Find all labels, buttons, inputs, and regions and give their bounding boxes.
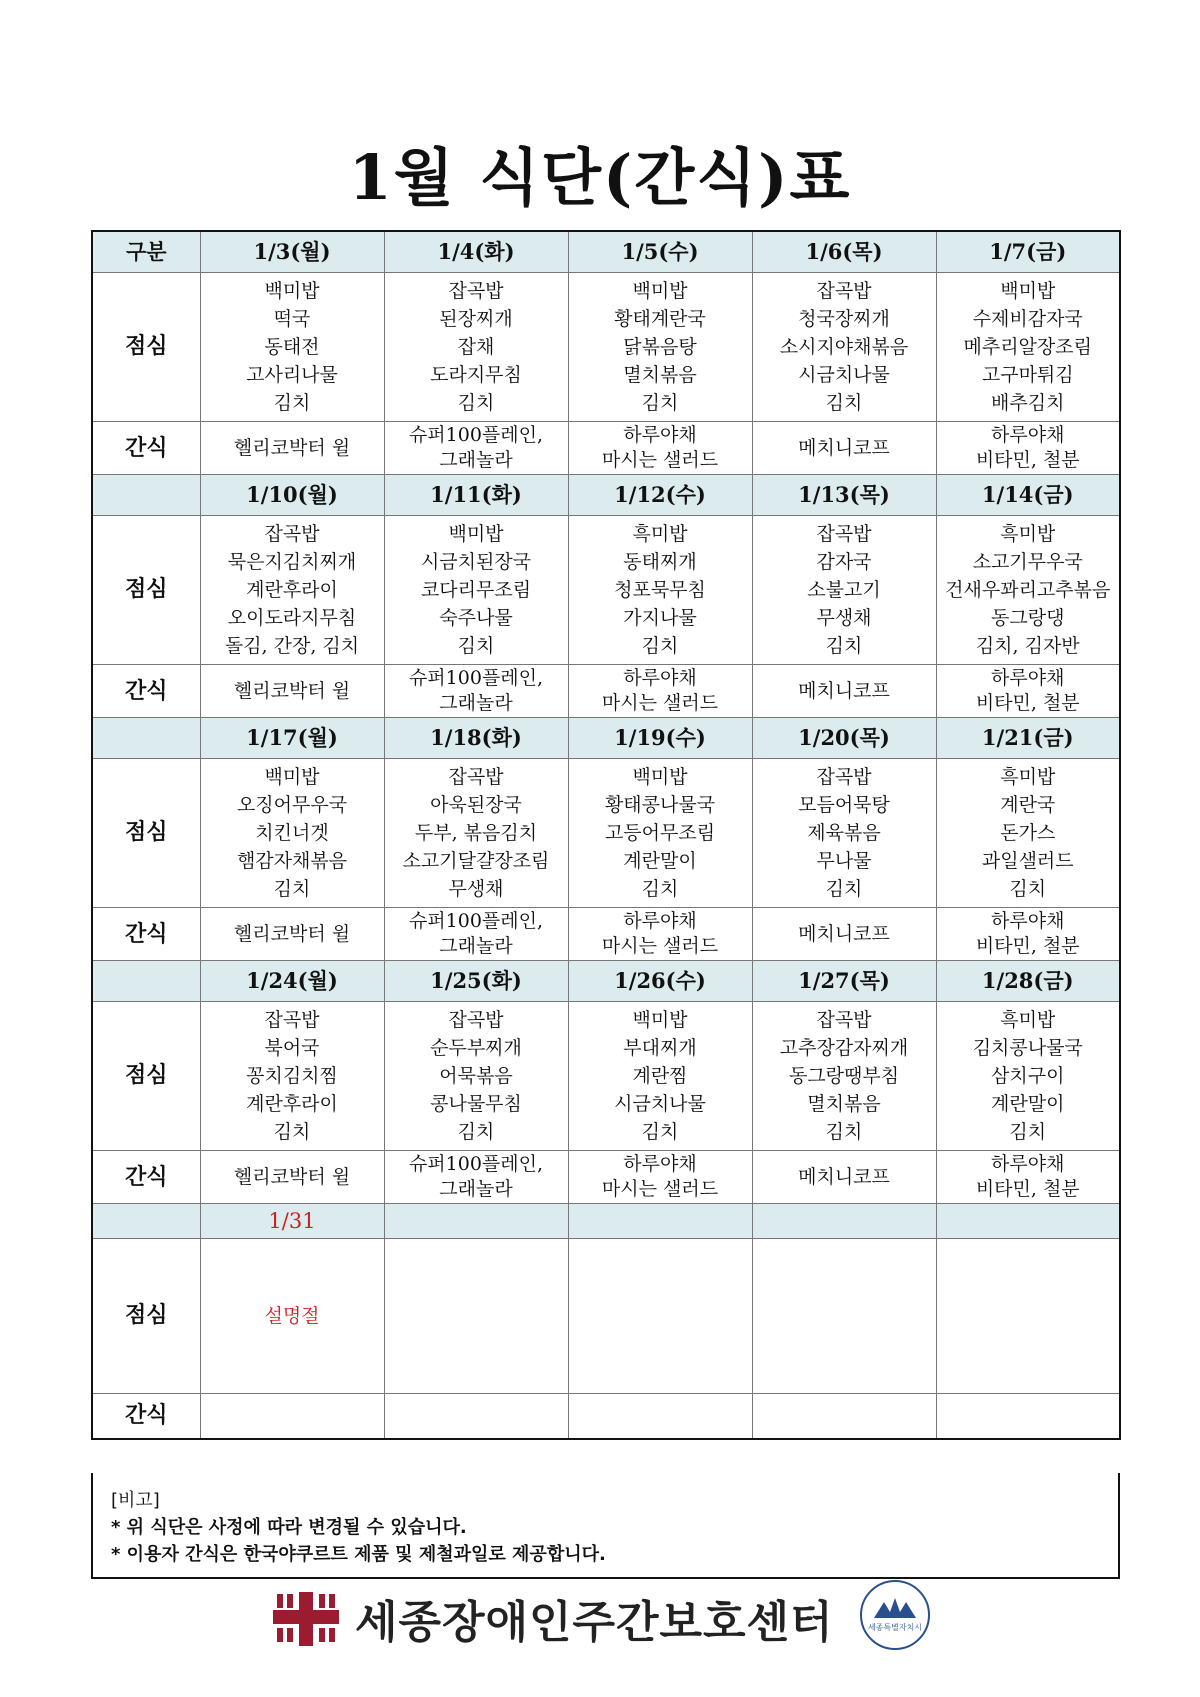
lunch-cell <box>200 516 384 665</box>
date-cell: 1/19(수) <box>568 718 752 759</box>
menu-item: 동태찌개 <box>623 551 697 573</box>
date-header-row <box>92 231 1120 273</box>
menu-item: 고등어무조림 <box>604 822 716 844</box>
header-label <box>92 718 200 759</box>
date-cell: 1/14(금) <box>936 475 1120 516</box>
menu-item: 하루야채 <box>991 910 1065 932</box>
date-cell: 1/27(목) <box>752 961 936 1002</box>
snack-label: 간식 <box>92 1394 200 1440</box>
menu-item: 김치 <box>825 1121 863 1143</box>
menu-item: 김치 <box>273 878 311 900</box>
snack-cell <box>568 422 752 475</box>
snack-cell <box>752 1151 936 1204</box>
menu-item: 과일샐러드 <box>981 850 1074 872</box>
menu-item: 코다리무조림 <box>420 579 532 601</box>
lunch-cell <box>384 516 568 665</box>
menu-item: 황태계란국 <box>614 308 706 330</box>
menu-item: 하루야채 <box>991 667 1065 689</box>
menu-item: 북어국 <box>264 1037 320 1059</box>
menu-item: 김치, 김자반 <box>975 635 1080 657</box>
snack-cell <box>936 908 1120 961</box>
menu-item: 하루야채 <box>991 424 1065 446</box>
snack-cell <box>200 1394 384 1440</box>
menu-item: 백미밥 <box>632 1009 688 1031</box>
date-cell: 1/5(수) <box>568 231 752 273</box>
menu-item: 치킨너겟 <box>255 822 329 844</box>
menu-item: 햄감자채볶음 <box>236 850 348 872</box>
menu-item: 계란국 <box>1000 794 1056 816</box>
lunch-cell <box>384 759 568 908</box>
menu-item: 오이도라지무침 <box>227 607 357 629</box>
date-header-row <box>92 718 1120 759</box>
menu-item: 순두부찌개 <box>430 1037 522 1059</box>
menu-item: 김치 <box>457 1121 495 1143</box>
menu-item: 흑미밥 <box>1000 766 1056 788</box>
menu-item: 도라지무침 <box>430 364 522 386</box>
date-cell <box>936 1204 1120 1239</box>
notes-heading: [비고] <box>111 1490 160 1511</box>
lunch-cell <box>384 1002 568 1151</box>
lunch-label: 점심 <box>92 516 200 665</box>
date-cell: 1/28(금) <box>936 961 1120 1002</box>
lunch-cell <box>936 1239 1120 1394</box>
menu-item: 김치 <box>457 392 495 414</box>
menu-item: 두부, 볶음김치 <box>414 822 538 844</box>
menu-item: 비타민, 철분 <box>975 692 1080 714</box>
menu-item: 소고기무우국 <box>972 551 1083 573</box>
menu-item: 김치 <box>825 392 863 414</box>
menu-item: 김치 <box>641 635 679 657</box>
menu-item: 청국장찌개 <box>798 308 890 330</box>
snack-cell <box>752 908 936 961</box>
date-cell: 1/18(화) <box>384 718 568 759</box>
snack-cell <box>200 422 384 475</box>
lunch-cell <box>936 759 1120 908</box>
menu-item: 하루야채 <box>623 424 697 446</box>
date-cell: 1/21(금) <box>936 718 1120 759</box>
menu-item: 백미밥 <box>448 523 504 545</box>
snack-cell <box>384 665 568 718</box>
snack-cell <box>568 1394 752 1440</box>
header-label: 구분 <box>92 231 200 273</box>
menu-item: 닭볶음탕 <box>623 336 697 358</box>
date-cell: 1/24(월) <box>200 961 384 1002</box>
lunch-cell <box>568 1002 752 1151</box>
snack-label: 간식 <box>92 422 200 475</box>
menu-item: 헬리코박터 윌 <box>233 1165 351 1188</box>
menu-item: 백미밥 <box>632 280 688 302</box>
menu-item: 청포묵무침 <box>614 579 706 601</box>
date-cell <box>384 1204 568 1239</box>
menu-item: 된장찌개 <box>439 308 513 330</box>
date-cell: 1/10(월) <box>200 475 384 516</box>
snack-cell <box>568 908 752 961</box>
snack-cell <box>936 665 1120 718</box>
lunch-cell <box>568 1239 752 1394</box>
menu-item: 메치니코프 <box>798 922 890 945</box>
snack-cell <box>752 665 936 718</box>
menu-item: 김치 <box>1009 878 1047 900</box>
snack-cell <box>936 1394 1120 1440</box>
seal-text: 세종특별자치시 <box>867 1623 923 1632</box>
menu-item: 오징어무우국 <box>236 794 348 816</box>
menu-item: 김치 <box>641 1121 679 1143</box>
date-cell: 1/4(화) <box>384 231 568 273</box>
date-cell: 1/25(화) <box>384 961 568 1002</box>
menu-item: 콩나물무침 <box>430 1093 522 1115</box>
menu-item: 배추김치 <box>991 392 1065 414</box>
menu-item: 잡곡밥 <box>816 1009 872 1031</box>
header-label <box>92 1204 200 1239</box>
lunch-label: 점심 <box>92 759 200 908</box>
menu-item: 제육볶음 <box>807 822 881 844</box>
cross-logo-icon <box>265 1588 347 1654</box>
menu-item: 슈퍼100플레인, <box>408 667 544 689</box>
note-line: * 위 식단은 사정에 따라 변경될 수 있습니다. <box>111 1517 467 1538</box>
menu-item: 수제비감자국 <box>972 308 1083 330</box>
snack-row <box>92 908 1120 961</box>
note-line: * 이용자 간식은 한국야쿠르트 제품 및 제철과일로 제공합니다. <box>111 1544 606 1565</box>
menu-item: 부대찌개 <box>623 1037 697 1059</box>
menu-item: 황태콩나물국 <box>604 794 716 816</box>
lunch-cell <box>752 759 936 908</box>
snack-cell <box>752 422 936 475</box>
lunch-cell <box>752 1002 936 1151</box>
menu-item: 잡채 <box>457 336 495 358</box>
snack-cell <box>200 908 384 961</box>
menu-item: 메치니코프 <box>798 679 890 702</box>
menu-item: 계란말이 <box>623 850 697 872</box>
menu-item: 시금치나물 <box>614 1093 706 1115</box>
snack-row <box>92 1151 1120 1204</box>
date-header-row <box>92 475 1120 516</box>
lunch-row <box>92 759 1120 908</box>
menu-item: 그래놀라 <box>439 1178 513 1200</box>
menu-item: 무나물 <box>816 850 872 872</box>
menu-item: 마시는 샐러드 <box>601 692 719 714</box>
snack-cell <box>936 1151 1120 1204</box>
snack-row <box>92 422 1120 475</box>
menu-item: 김치 <box>273 1121 311 1143</box>
snack-label: 간식 <box>92 1151 200 1204</box>
menu-item: 고구마튀김 <box>981 364 1074 386</box>
snack-cell <box>200 665 384 718</box>
date-cell: 1/31 <box>200 1204 384 1239</box>
menu-item: 소불고기 <box>807 579 881 601</box>
menu-item: 흑미밥 <box>1000 1009 1056 1031</box>
menu-item: 김치 <box>641 878 679 900</box>
menu-item: 하루야채 <box>991 1153 1065 1175</box>
date-cell: 1/3(월) <box>200 231 384 273</box>
lunch-label: 점심 <box>92 1239 200 1394</box>
menu-item: 그래놀라 <box>439 692 513 714</box>
lunch-cell <box>568 273 752 422</box>
menu-item: 잡곡밥 <box>448 766 504 788</box>
snack-cell <box>384 1394 568 1440</box>
menu-item: 무생채 <box>816 607 872 629</box>
menu-item: 슈퍼100플레인, <box>408 424 544 446</box>
menu-item: 그래놀라 <box>439 935 513 957</box>
menu-item: 헬리코박터 윌 <box>233 679 351 702</box>
menu-item: 비타민, 철분 <box>975 449 1080 471</box>
lunch-row <box>92 1239 1120 1394</box>
menu-item: 김치 <box>457 635 495 657</box>
lunch-cell <box>384 273 568 422</box>
menu-item: 흑미밥 <box>632 523 688 545</box>
snack-label: 간식 <box>92 908 200 961</box>
menu-item: 가지나물 <box>623 607 697 629</box>
menu-item: 김치 <box>641 392 679 414</box>
lunch-cell <box>752 273 936 422</box>
menu-item: 계란후라이 <box>246 579 338 601</box>
menu-item: 김치 <box>825 878 863 900</box>
menu-item: 숙주나물 <box>439 607 513 629</box>
menu-item: 무생채 <box>448 878 504 900</box>
snack-cell <box>384 422 568 475</box>
snack-cell <box>200 1151 384 1204</box>
menu-item: 김치콩나물국 <box>972 1037 1083 1059</box>
menu-item: 메추리알장조림 <box>963 336 1092 358</box>
menu-item: 김치 <box>273 392 311 414</box>
date-header-row <box>92 1204 1120 1239</box>
lunch-label: 점심 <box>92 1002 200 1151</box>
menu-item: 떡국 <box>273 308 311 330</box>
menu-item: 고사리나물 <box>246 364 338 386</box>
menu-item: 시금치나물 <box>798 364 890 386</box>
menu-item: 백미밥 <box>264 280 320 302</box>
lunch-cell <box>936 1002 1120 1151</box>
date-header-row <box>92 961 1120 1002</box>
lunch-cell <box>936 516 1120 665</box>
lunch-cell <box>200 759 384 908</box>
menu-item: 어묵볶음 <box>439 1065 513 1087</box>
menu-item: 멸치볶음 <box>623 364 697 386</box>
menu-item: 백미밥 <box>632 766 688 788</box>
lunch-cell <box>752 1239 936 1394</box>
snack-row <box>92 1394 1120 1440</box>
menu-item: 하루야채 <box>623 1153 697 1175</box>
menu-item: 시금치된장국 <box>420 551 532 573</box>
menu-item: 돈가스 <box>1000 822 1056 844</box>
notes-box <box>91 1473 1120 1579</box>
menu-item: 잡곡밥 <box>816 280 872 302</box>
header-label <box>92 961 200 1002</box>
date-cell <box>568 1204 752 1239</box>
snack-row <box>92 665 1120 718</box>
menu-item: 하루야채 <box>623 667 697 689</box>
menu-item: 김치 <box>1009 1121 1047 1143</box>
lunch-label: 점심 <box>92 273 200 422</box>
snack-label: 간식 <box>92 665 200 718</box>
lunch-row <box>92 516 1120 665</box>
snack-cell <box>384 908 568 961</box>
lunch-cell <box>936 273 1120 422</box>
menu-item: 헬리코박터 윌 <box>233 922 351 945</box>
snack-cell <box>568 1151 752 1204</box>
date-cell: 1/11(화) <box>384 475 568 516</box>
lunch-cell <box>752 516 936 665</box>
menu-item: 건새우꽈리고추볶음 <box>945 579 1111 601</box>
lunch-cell <box>200 273 384 422</box>
snack-cell <box>568 665 752 718</box>
sejong-city-seal-icon <box>858 1578 932 1656</box>
menu-item: 그래놀라 <box>439 449 513 471</box>
menu-item: 소시지야채볶음 <box>779 336 909 358</box>
snack-cell <box>752 1394 936 1440</box>
menu-item: 소고기달걀장조림 <box>402 850 550 872</box>
menu-item: 아욱된장국 <box>430 794 522 816</box>
date-cell: 1/26(수) <box>568 961 752 1002</box>
menu-item: 흑미밥 <box>1000 523 1056 545</box>
lunch-cell <box>568 516 752 665</box>
menu-item: 잡곡밥 <box>264 1009 320 1031</box>
lunch-row <box>92 1002 1120 1151</box>
snack-cell <box>384 1151 568 1204</box>
menu-item: 고추장감자찌개 <box>779 1037 909 1059</box>
lunch-cell <box>568 759 752 908</box>
menu-item: 묵은지김치찌개 <box>227 551 357 573</box>
menu-item: 삼치구이 <box>991 1065 1065 1087</box>
date-cell: 1/20(목) <box>752 718 936 759</box>
menu-body <box>92 231 1120 1439</box>
snack-cell <box>936 422 1120 475</box>
date-cell: 1/17(월) <box>200 718 384 759</box>
menu-item: 마시는 샐러드 <box>601 1178 719 1200</box>
menu-item: 감자국 <box>816 551 872 573</box>
menu-table <box>91 230 1121 1440</box>
page-title: 1월 식단(간식)표 <box>348 141 852 214</box>
lunch-cell <box>384 1239 568 1394</box>
menu-item: 돌김, 간장, 김치 <box>224 635 360 657</box>
date-cell: 1/12(수) <box>568 475 752 516</box>
menu-item: 하루야채 <box>623 910 697 932</box>
menu-item: 모듬어묵탕 <box>798 794 890 816</box>
menu-item: 마시는 샐러드 <box>601 449 719 471</box>
date-cell: 1/13(목) <box>752 475 936 516</box>
menu-item: 비타민, 철분 <box>975 935 1080 957</box>
menu-item: 잡곡밥 <box>816 523 872 545</box>
lunch-cell <box>200 1002 384 1151</box>
organization-name: 세종장애인주간보호센터 <box>355 1597 834 1648</box>
lunch-row <box>92 273 1120 422</box>
menu-item: 동그랑댕 <box>991 607 1065 629</box>
menu-item: 계란말이 <box>991 1093 1065 1115</box>
menu-item: 멸치볶음 <box>807 1093 881 1115</box>
header-label <box>92 475 200 516</box>
menu-item: 백미밥 <box>1000 280 1056 302</box>
menu-item: 슈퍼100플레인, <box>408 1153 544 1175</box>
menu-item: 계란후라이 <box>246 1093 338 1115</box>
menu-item: 잡곡밥 <box>816 766 872 788</box>
menu-item: 헬리코박터 윌 <box>233 436 351 459</box>
menu-item: 김치 <box>825 635 863 657</box>
menu-item: 잡곡밥 <box>448 1009 504 1031</box>
menu-item: 슈퍼100플레인, <box>408 910 544 932</box>
menu-item: 동태전 <box>264 336 320 358</box>
menu-item: 꽁치김치찜 <box>246 1065 338 1087</box>
menu-item: 잡곡밥 <box>264 523 320 545</box>
menu-item: 메치니코프 <box>798 1165 890 1188</box>
menu-item: 백미밥 <box>264 766 320 788</box>
menu-item: 계란찜 <box>632 1065 688 1087</box>
menu-item: 잡곡밥 <box>448 280 504 302</box>
date-cell: 1/7(금) <box>936 231 1120 273</box>
holiday-cell: 설명절 <box>200 1239 384 1394</box>
date-cell <box>752 1204 936 1239</box>
menu-item: 비타민, 철분 <box>975 1178 1080 1200</box>
menu-item: 마시는 샐러드 <box>601 935 719 957</box>
menu-item: 메치니코프 <box>798 436 890 459</box>
menu-item: 동그랑땡부침 <box>788 1065 900 1087</box>
date-cell: 1/6(목) <box>752 231 936 273</box>
